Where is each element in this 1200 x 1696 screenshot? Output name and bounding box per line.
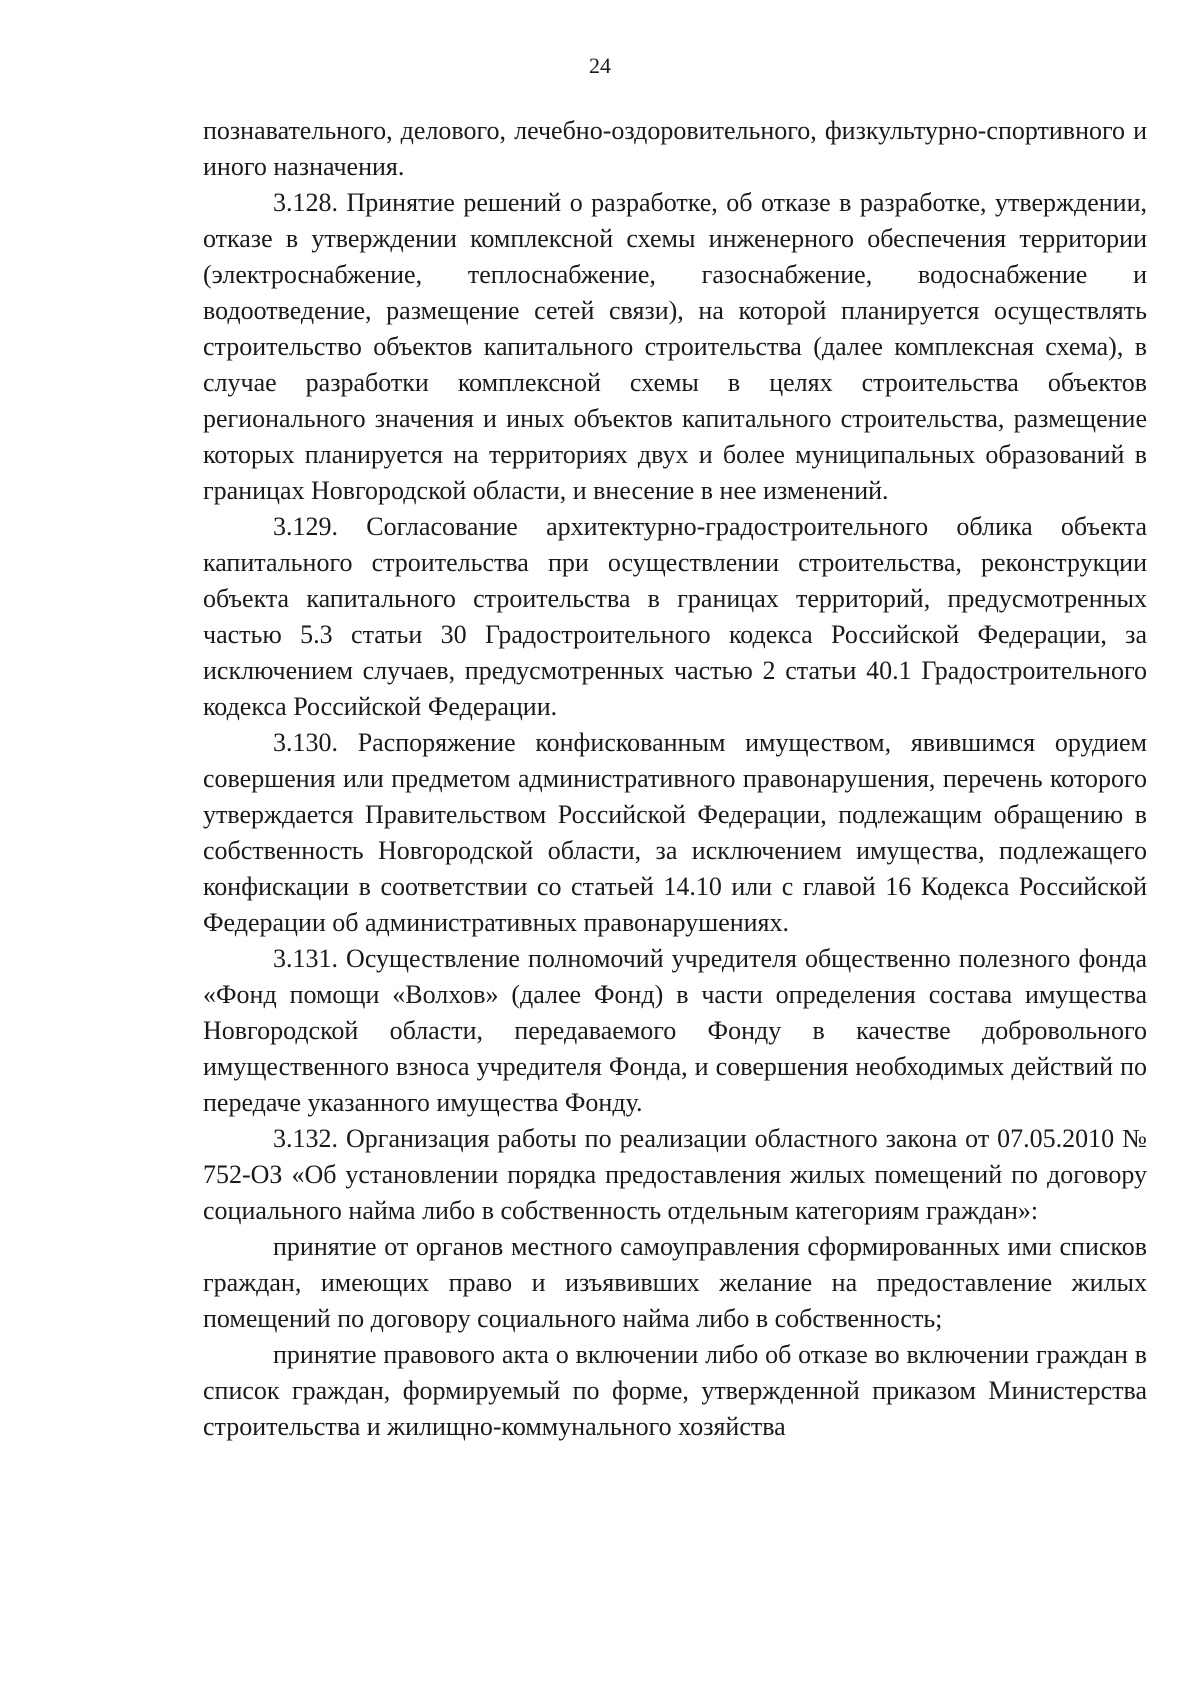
paragraph-3-132-item-2: принятие правового акта о включении либо об отказе во включении граждан в список граждан, формируемый по форме, утвержденной приказом Министерства строительства и жилищно-коммунального хозяйства: [203, 1340, 1147, 1441]
paragraph-3-131: 3.131. Осуществление полномочий учредителя общественно полезного фонда «Фонд помощи «Волхов» (далее Фонд) в части определения состава имущества Новгородской области, передаваемого Фонду в качестве добровольного имущественного взноса учредителя Фонда, и совершения необходимых действий по передаче указанного имущества Фонду.: [203, 944, 1147, 1117]
paragraph-3-132: 3.132. Организация работы по реализации областного закона от 07.05.2010 № 752-ОЗ «Об установлении порядка предоставления жилых помещений по договору социального найма либо в собственность отдельным категориям граждан»:: [203, 1124, 1147, 1225]
paragraph-3-130: 3.130. Распоряжение конфискованным имуществом, явившимся орудием совершения или предметом административного правонарушения, перечень которого утверждается Правительством Российской Федерации, подлежащим обращению в собственность Новгородской области, за исключением имущества, подлежащего конфискации в соответствии со статьей 14.10 или с главой 16 Кодекса Российской Федерации об административных правонарушениях.: [203, 728, 1147, 937]
paragraph-continuation: познавательного, делового, лечебно-оздоровительного, физкультурно-спортивного и иного назначения.: [203, 116, 1147, 181]
page-number: 24: [589, 53, 611, 78]
paragraph-3-129: 3.129. Согласование архитектурно-градостроительного облика объекта капитального строительства при осуществлении строительства, реконструкции объекта капитального строительства в границах территорий, предусмотренных частью 5.3 статьи 30 Градостроительного кодекса Российской Федерации, за исключением случаев, предусмотренных частью 2 статьи 40.1 Градостроительного кодекса Российской Федерации.: [203, 512, 1147, 721]
paragraph-3-128: 3.128. Принятие решений о разработке, об отказе в разработке, утверждении, отказе в утверждении комплексной схемы инженерного обеспечения территории (электроснабжение, теплоснабжение, газоснабжение, водоснабжение и водоотведение, размещение сетей связи), на которой планируется осуществлять строительство объектов капитального строительства (далее комплексная схема), в случае разработки комплексной схемы в целях строительства объектов регионального значения и иных объектов капитального строительства, размещение которых планируется на территориях двух и более муниципальных образований в границах Новгородской области, и внесение в нее изменений.: [203, 188, 1147, 505]
paragraph-3-132-item-1: принятие от органов местного самоуправления сформированных ими списков граждан, имеющих право и изъявивших желание на предоставление жилых помещений по договору социального найма либо в собственность;: [203, 1232, 1147, 1333]
document-body: [203, 113, 1147, 1445]
